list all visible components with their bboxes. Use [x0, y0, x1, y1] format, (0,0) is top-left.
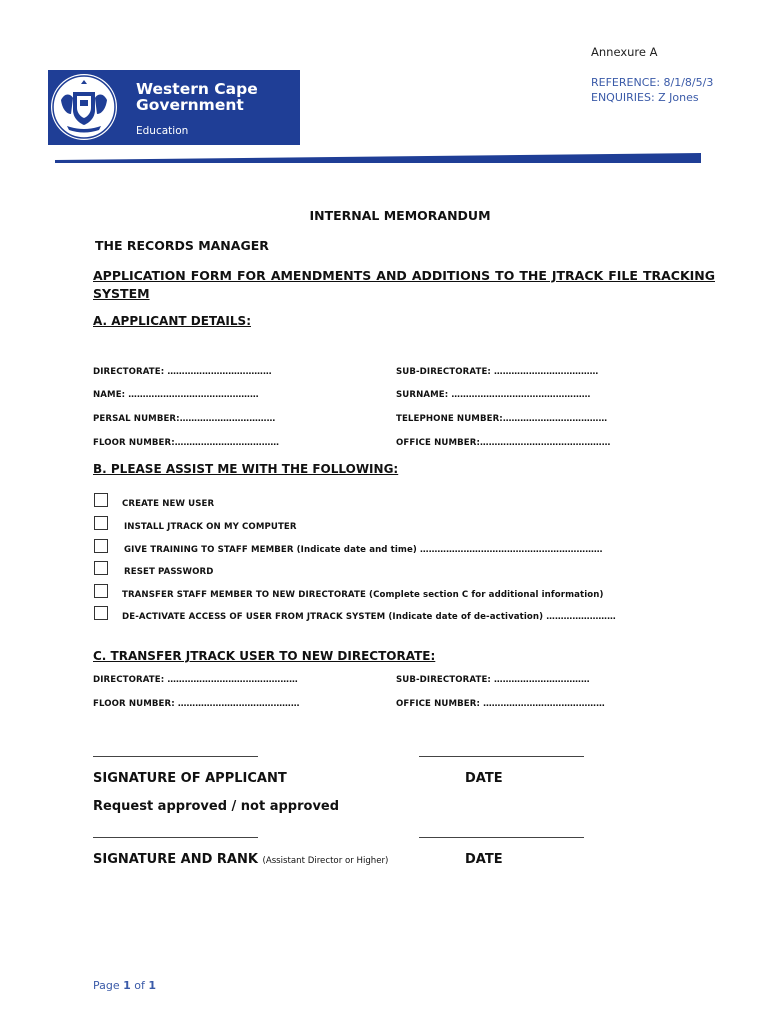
applicant-signature-line[interactable]: [93, 756, 258, 757]
western-cape-government-logo: [48, 70, 300, 145]
page-word: Page: [93, 979, 120, 992]
section-c-heading: C. TRANSFER JTRACK USER TO NEW DIRECTORATE:: [93, 649, 436, 663]
reference-number: REFERENCE: 8/1/8/5/3: [591, 76, 714, 89]
date-label-2: DATE: [465, 852, 503, 867]
transfer-floor-number-field[interactable]: FLOOR NUMBER: ……………………………………: [93, 699, 300, 709]
persal-number-field[interactable]: PERSAL NUMBER:……………………………: [93, 414, 276, 424]
total-pages: 1: [148, 979, 157, 992]
office-number-field[interactable]: OFFICE NUMBER:………………………………………: [396, 438, 611, 448]
memo-title: INTERNAL MEMORANDUM: [309, 208, 491, 223]
sub-directorate-field[interactable]: SUB-DIRECTORATE: ………………………………: [396, 367, 599, 377]
option-deactivate-access: DE-ACTIVATE ACCESS OF USER FROM JTRACK SYSTEM (Indicate date of de-activation) ……………………: [122, 612, 616, 622]
surname-field[interactable]: SURNAME: …………………………………………: [396, 390, 591, 400]
section-b-heading: B. PLEASE ASSIST ME WITH THE FOLLOWING:: [93, 462, 399, 476]
signature-and-rank-label: [93, 852, 388, 867]
approval-date-line[interactable]: [419, 837, 584, 838]
checkbox-create-new-user[interactable]: [94, 493, 108, 507]
logo-department: Education: [136, 125, 189, 137]
date-label: DATE: [465, 771, 503, 786]
transfer-office-number-field[interactable]: OFFICE NUMBER: ……………………………………: [396, 699, 605, 709]
checkbox-transfer-staff[interactable]: [94, 584, 108, 598]
name-field[interactable]: NAME: ………………………………………: [93, 390, 259, 400]
logo-line-1: Western Cape: [136, 80, 258, 98]
memo-addressee: THE RECORDS MANAGER: [95, 238, 269, 253]
directorate-field[interactable]: DIRECTORATE: ………………………………: [93, 367, 272, 377]
option-create-new-user: CREATE NEW USER: [122, 499, 215, 509]
signature-of-applicant-label: SIGNATURE OF APPLICANT: [93, 771, 287, 786]
telephone-number-field[interactable]: TELEPHONE NUMBER:………………………………: [396, 414, 608, 424]
header-divider-bar: [55, 150, 701, 164]
checkbox-deactivate-access[interactable]: [94, 606, 108, 620]
applicant-date-line[interactable]: [419, 756, 584, 757]
section-a-heading: A. APPLICANT DETAILS:: [93, 314, 251, 328]
of-word: of: [134, 979, 145, 992]
transfer-sub-directorate-field[interactable]: SUB-DIRECTORATE: ……………………………: [396, 675, 590, 685]
logo-line-2: Government: [136, 96, 244, 114]
transfer-directorate-field[interactable]: DIRECTORATE: ………………………………………: [93, 675, 298, 685]
option-install-jtrack: INSTALL JTRACK ON MY COMPUTER: [124, 522, 297, 532]
floor-number-field[interactable]: FLOOR NUMBER:………………………………: [93, 438, 280, 448]
annexure-label: Annexure A: [591, 45, 658, 59]
checkbox-give-training[interactable]: [94, 539, 108, 553]
option-reset-password: RESET PASSWORD: [124, 567, 214, 577]
page-indicator: [93, 979, 156, 992]
coat-of-arms-icon: [51, 74, 117, 140]
option-give-training: GIVE TRAINING TO STAFF MEMBER (Indicate date and time) ………………………………………………………: [124, 545, 603, 555]
rank-signature-line[interactable]: [93, 837, 258, 838]
checkbox-reset-password[interactable]: [94, 561, 108, 575]
current-page: 1: [123, 979, 131, 992]
option-transfer-staff: TRANSFER STAFF MEMBER TO NEW DIRECTORATE (Complete section C for additional information): [122, 590, 604, 600]
enquiries-contact: ENQUIRIES: Z Jones: [591, 91, 699, 104]
signature-and-rank-text: SIGNATURE AND RANK: [93, 852, 258, 867]
rank-requirement-note: (Assistant Director or Higher): [262, 856, 389, 866]
checkbox-install-jtrack[interactable]: [94, 516, 108, 530]
form-title: APPLICATION FORM FOR AMENDMENTS AND ADDITIONS TO THE JTRACK FILE TRACKING SYSTEM: [93, 268, 715, 301]
approval-status-text: Request approved / not approved: [93, 799, 340, 814]
